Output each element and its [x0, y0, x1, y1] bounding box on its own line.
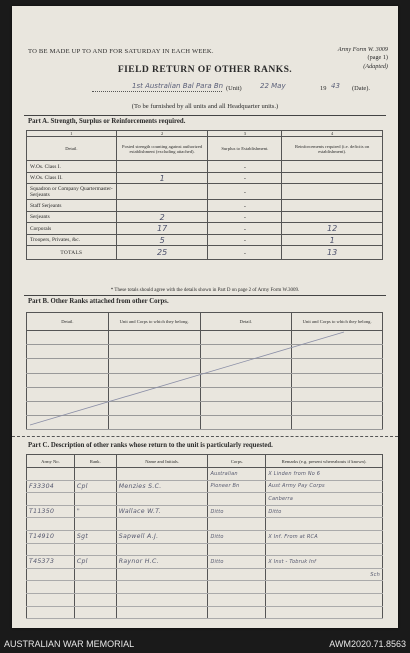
- table-row: [27, 331, 383, 345]
- table-row: [27, 401, 383, 415]
- totals-posted: 25: [116, 246, 208, 260]
- surplus-value: -: [208, 211, 282, 223]
- corps: [208, 606, 266, 619]
- rank: [74, 593, 116, 606]
- table-row: [27, 505, 383, 518]
- name-initials: Raynor H.C.: [116, 556, 208, 569]
- column-header: Corps.: [208, 455, 266, 468]
- name-initials: [116, 606, 208, 619]
- unit-underline: [92, 91, 222, 92]
- remarks: Sch: [266, 568, 383, 581]
- table-row: [27, 172, 383, 184]
- army-no: F33304: [27, 480, 75, 493]
- accession-number: AWM2020.71.8563: [329, 639, 406, 649]
- remarks: [266, 593, 383, 606]
- name-initials: [116, 518, 208, 531]
- table-row: [27, 223, 383, 235]
- remarks: [266, 518, 383, 531]
- institution-name: AUSTRALIAN WAR MEMORIAL: [4, 639, 135, 649]
- reinf-value: 12: [282, 223, 383, 235]
- reinf-value: [282, 211, 383, 223]
- rank: [74, 518, 116, 531]
- corps: [208, 493, 266, 506]
- form-number: Army Form W. 3009: [337, 46, 388, 53]
- top-instruction: TO BE MADE UP TO AND FOR SATURDAY IN EACH WEEK.: [28, 48, 214, 55]
- posted-value: [116, 200, 208, 212]
- remarks: Ditto: [266, 505, 383, 518]
- name-initials: [116, 468, 208, 481]
- divider: [24, 295, 386, 296]
- column-header: Army No.: [27, 455, 75, 468]
- row-detail: Corporals: [27, 223, 117, 235]
- name-initials: [116, 593, 208, 606]
- row-detail: Staff Serjeants: [27, 200, 117, 212]
- reinf-value: 1: [282, 234, 383, 246]
- column-header: Reinforcements required (i.e. deficits on establishment).: [282, 137, 383, 161]
- reinf-value: [282, 200, 383, 212]
- surplus-value: -: [208, 172, 282, 184]
- table-row: [27, 161, 383, 173]
- part-a-title: Part A. Strength, Surplus or Reinforcements required.: [28, 118, 186, 125]
- name-initials: [116, 543, 208, 556]
- surplus-value: -: [208, 161, 282, 173]
- army-no: [27, 581, 75, 594]
- rank: Cpl: [74, 556, 116, 569]
- totals-surplus: -: [208, 246, 282, 260]
- surplus-value: -: [208, 184, 282, 200]
- row-detail: Squadron or Company Quartermaster-Serjeants: [27, 184, 117, 200]
- table-row: [27, 200, 383, 212]
- column-header: Unit and Corps to which they belong.: [292, 313, 383, 331]
- remarks: [266, 606, 383, 619]
- name-initials: Sapwell A.J.: [116, 530, 208, 543]
- table-row: [27, 184, 383, 200]
- corps: [208, 581, 266, 594]
- table-row: [27, 387, 383, 401]
- surplus-value: -: [208, 223, 282, 235]
- posted-value: 1: [116, 172, 208, 184]
- corps: Pioneer Bn: [208, 480, 266, 493]
- col-number: 1: [27, 131, 117, 137]
- year-value: 43: [331, 82, 340, 90]
- column-header: Detail.: [27, 137, 117, 161]
- reinf-value: [282, 161, 383, 173]
- table-row: [27, 373, 383, 387]
- posted-value: [116, 161, 208, 173]
- name-initials: [116, 581, 208, 594]
- table-row: [27, 606, 383, 619]
- table-row: [27, 581, 383, 594]
- rank: ": [74, 505, 116, 518]
- column-header: Detail.: [27, 313, 109, 331]
- row-detail: W.Os. Class I.: [27, 161, 117, 173]
- part-b-title: Part B. Other Ranks attached from other Corps.: [28, 298, 169, 305]
- table-row: [27, 493, 383, 506]
- table-row: [27, 480, 383, 493]
- part-a-table: [26, 130, 383, 260]
- surplus-value: -: [208, 234, 282, 246]
- remarks: Canberra: [266, 493, 383, 506]
- reinf-value: [282, 184, 383, 200]
- corps: Ditto: [208, 530, 266, 543]
- column-header: Detail.: [200, 313, 292, 331]
- rank: Sgt: [74, 530, 116, 543]
- table-row: [27, 211, 383, 223]
- adapted-note: (Adapted): [363, 62, 388, 70]
- rank: [74, 543, 116, 556]
- table-row: [27, 568, 383, 581]
- army-no: T14910: [27, 530, 75, 543]
- name-initials: [116, 568, 208, 581]
- col-number: 4: [282, 131, 383, 137]
- totals-row: [27, 246, 383, 260]
- table-row: [27, 556, 383, 569]
- rank: [74, 493, 116, 506]
- name-initials: [116, 493, 208, 506]
- posted-value: 5: [116, 234, 208, 246]
- corps: [208, 518, 266, 531]
- divider: [24, 115, 386, 116]
- row-detail: W.Os. Class II.: [27, 172, 117, 184]
- row-detail: Troopers, Privates, &c.: [27, 234, 117, 246]
- name-initials: Menzies S.C.: [116, 480, 208, 493]
- footer-bar: [0, 634, 410, 653]
- table-row: [27, 345, 383, 359]
- rank: Cpl: [74, 480, 116, 493]
- army-no: [27, 543, 75, 556]
- date-label: (Date).: [352, 85, 370, 92]
- totals-note: * These totals should agree with the details shown in Part D on page 2 of Army Form W.3009.: [110, 288, 300, 293]
- table-row: [27, 518, 383, 531]
- column-header: Posted strength counting against authorized establishment (excluding attached).: [116, 137, 208, 161]
- table-row: [27, 359, 383, 373]
- surplus-value: -: [208, 200, 282, 212]
- corps: Ditto: [208, 505, 266, 518]
- page-number: (page 1): [367, 54, 388, 62]
- document-page: [12, 6, 398, 628]
- table-row: [27, 416, 383, 430]
- date-value: 22 May: [260, 82, 286, 90]
- rank: [74, 468, 116, 481]
- unit-value: 1st Australian Bal Para Bn: [132, 82, 224, 90]
- table-row: [27, 234, 383, 246]
- army-no: [27, 468, 75, 481]
- rank: [74, 581, 116, 594]
- column-header: Name and Initials.: [116, 455, 208, 468]
- army-no: T11350: [27, 505, 75, 518]
- column-header: Surplus to Establishment.: [208, 137, 282, 161]
- table-row: [27, 593, 383, 606]
- army-no: [27, 518, 75, 531]
- reinf-value: [282, 172, 383, 184]
- posted-value: [116, 184, 208, 200]
- corps: [208, 568, 266, 581]
- corps: [208, 543, 266, 556]
- corps: [208, 593, 266, 606]
- column-header: Unit and Corps to which they belong.: [108, 313, 200, 331]
- posted-value: 17: [116, 223, 208, 235]
- subtitle: (To be furnished by all units and all Headquarter units.): [131, 103, 279, 110]
- army-no: [27, 606, 75, 619]
- rank: [74, 606, 116, 619]
- remarks: Aust Army Pay Corps: [266, 480, 383, 493]
- year-prefix: 19: [320, 85, 327, 92]
- remarks: X Inf. From at RCA: [266, 530, 383, 543]
- corps: Australian: [208, 468, 266, 481]
- part-c-table: [26, 454, 383, 619]
- posted-value: 2: [116, 211, 208, 223]
- totals-label: TOTALS: [27, 246, 117, 260]
- remarks: X Inst - Tobruk Inf: [266, 556, 383, 569]
- column-header: Rank.: [74, 455, 116, 468]
- corps: Ditto: [208, 556, 266, 569]
- perforation-line: [12, 436, 398, 437]
- col-number: 3: [208, 131, 282, 137]
- table-row: [27, 530, 383, 543]
- name-initials: Wallace W.T.: [116, 505, 208, 518]
- table-row: [27, 468, 383, 481]
- remarks: [266, 581, 383, 594]
- unit-label: (Unit): [226, 85, 242, 92]
- part-b-table: [26, 312, 383, 430]
- row-detail: Serjeants: [27, 211, 117, 223]
- remarks: X Linden from No 6: [266, 468, 383, 481]
- part-c-title: Part C. Description of other ranks whose return to the unit is particularly requested.: [28, 442, 273, 449]
- rank: [74, 568, 116, 581]
- col-number: 2: [116, 131, 208, 137]
- totals-reinf: 13: [282, 246, 383, 260]
- remarks: [266, 543, 383, 556]
- column-header: Remarks (e.g. present whereabouts if known).: [266, 455, 383, 468]
- table-row: [27, 543, 383, 556]
- army-no: [27, 493, 75, 506]
- army-no: [27, 593, 75, 606]
- army-no: [27, 568, 75, 581]
- page-title: FIELD RETURN OF OTHER RANKS.: [117, 64, 293, 75]
- army-no: T45373: [27, 556, 75, 569]
